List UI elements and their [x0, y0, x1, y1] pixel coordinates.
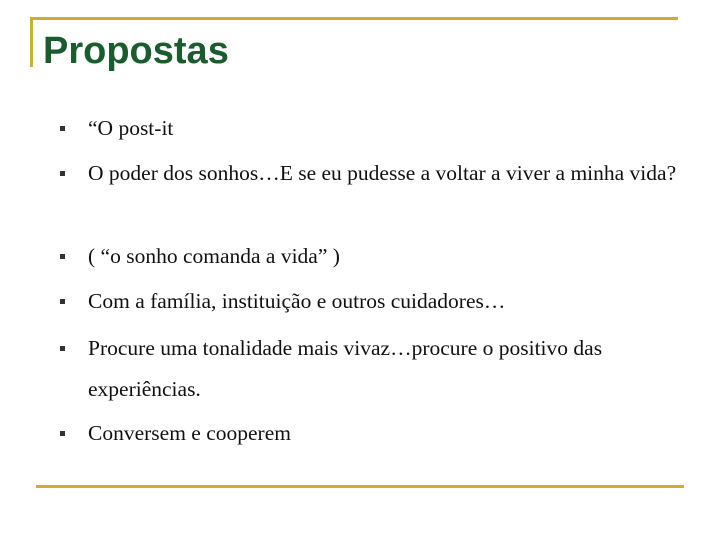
bullet-text: ( “o sonho comanda a vida” ): [88, 244, 340, 268]
frame-bottom-line: [36, 485, 684, 488]
bullet-item: [88, 413, 708, 454]
square-bullet-icon: [60, 346, 65, 351]
square-bullet-icon: [60, 299, 65, 304]
bullet-text: “O post-it: [88, 116, 174, 140]
square-bullet-icon: [60, 126, 65, 131]
bullet-text: Procure uma tonalidade mais vivaz…procure o positivo das experiências.: [88, 336, 603, 401]
square-bullet-icon: [60, 254, 65, 259]
square-bullet-icon: [60, 171, 65, 176]
bullet-item: [88, 108, 708, 149]
bullet-item: [88, 328, 708, 410]
bullet-item: [88, 281, 708, 322]
bullet-text: Conversem e cooperem: [88, 421, 291, 445]
bullet-text: O poder dos sonhos…E se eu pudesse a voltar a viver a minha vida?: [88, 161, 677, 185]
square-bullet-icon: [60, 431, 65, 436]
bullet-text: Com a família, instituição e outros cuidadores…: [88, 289, 506, 313]
bullet-item: [88, 153, 708, 194]
slide-title: Propostas: [43, 30, 229, 72]
bullet-item: [88, 236, 708, 277]
